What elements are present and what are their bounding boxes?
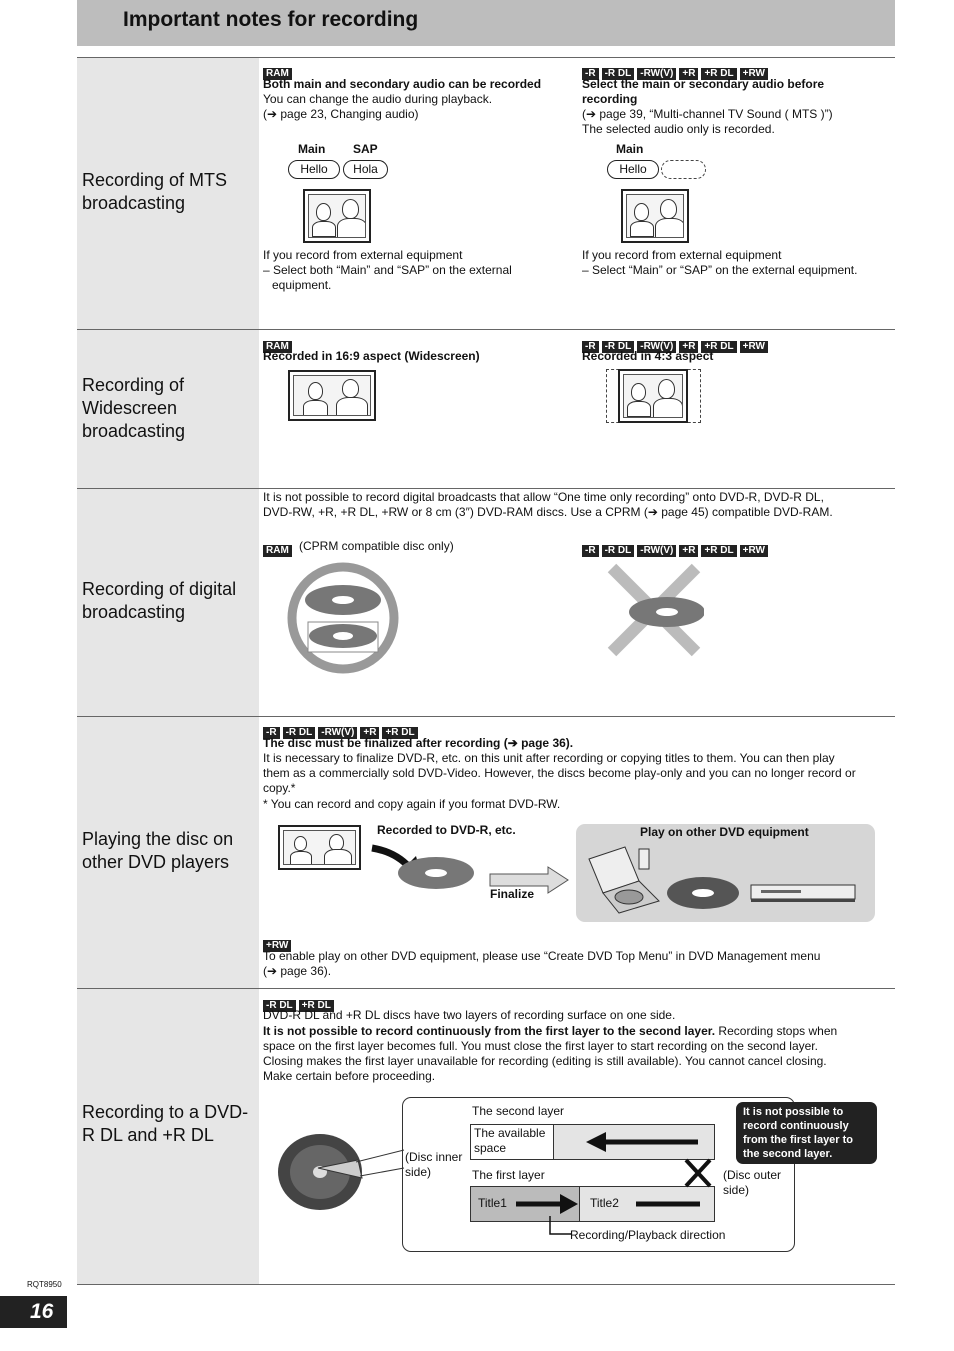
recorded-label: Recorded to DVD-R, etc.: [377, 823, 516, 837]
disc-badge: +R DL: [701, 341, 736, 353]
blocked-x-icon: [682, 1156, 714, 1190]
standard-tv-illustration: [618, 369, 688, 423]
disc-badge: -R: [582, 68, 599, 80]
disc-badge: +R: [360, 727, 379, 739]
inner-side-line1: (Disc inner: [405, 1150, 463, 1164]
disc-badge: -RW(V): [637, 68, 676, 80]
title2-arrow: [634, 1192, 704, 1216]
available-space-line1: The available: [474, 1126, 546, 1140]
dual-p2: [263, 1024, 837, 1039]
second-layer-label: The second layer: [472, 1104, 565, 1118]
available-space-line2: space: [474, 1141, 507, 1155]
callout-line: the second layer.: [743, 1148, 833, 1160]
disc-badge: +RW: [740, 545, 768, 557]
dual-p1: DVD-R DL and +R DL discs have two layers of recording surface on one side.: [263, 1008, 676, 1022]
disc-badge: +R DL: [382, 727, 417, 739]
page-number: 16: [0, 1296, 67, 1328]
disc-badge: RAM: [263, 341, 292, 353]
disc-badge: -RW(V): [318, 727, 357, 739]
digital-intro-line1: It is not possible to record digital broadcasts that allow “One time only recording” onto DVD-R, DVD-R DL,: [263, 490, 824, 504]
disc-badge: +R: [679, 545, 698, 557]
page-title: Important notes for recording: [123, 8, 419, 31]
disc-badge: +R: [679, 68, 698, 80]
disc-badge: RAM: [263, 68, 292, 80]
allowed-disc-icon: [286, 562, 400, 674]
disc-badge: -R: [582, 545, 599, 557]
divider: [77, 716, 895, 717]
rw-line1: To enable play on other DVD equipment, please use “Create DVD Top Menu” in DVD Management menu: [263, 949, 821, 963]
divider: [77, 488, 895, 489]
tv-illustration: [621, 189, 689, 243]
disc-badge: +R: [679, 341, 698, 353]
mts-right-line1: (➔ page 39, “Multi-channel TV Sound ( MTS )”): [582, 107, 833, 121]
tv-illustration: [278, 825, 361, 870]
playing-p4: * You can record and copy again if you format DVD-RW.: [263, 797, 561, 811]
divider: [77, 1284, 895, 1285]
disc-badge: -R DL: [602, 341, 635, 353]
inner-side-line2: side): [405, 1165, 432, 1179]
mts-left-ext3: equipment.: [272, 278, 332, 292]
speech-bubble-main: Hello: [607, 160, 659, 179]
widescreen-left-heading: Recorded in 16:9 aspect (Widescreen): [263, 349, 480, 363]
disc-badge: -RW(V): [637, 341, 676, 353]
disc-badge: -R: [582, 341, 599, 353]
disc-badge: -RW(V): [637, 545, 676, 557]
widescreen-tv-illustration: [288, 370, 376, 421]
widescreen-right-heading: Recorded in 4:3 aspect: [582, 349, 714, 363]
outer-side-line2: side): [723, 1183, 750, 1197]
disc-badge: -R: [263, 727, 280, 739]
mts-left-heading: Both main and secondary audio can be recorded: [263, 77, 542, 91]
disc-badge: -R DL: [263, 1000, 296, 1012]
mts-right-heading2: recording: [582, 92, 638, 106]
dvd-equipment-illustration: [585, 845, 870, 917]
playing-p1: It is necessary to finalize DVD-R, etc. on this unit after recording or copying titles to them. You can then play: [263, 751, 835, 765]
callout-line: record continuously: [743, 1120, 849, 1132]
speech-bubble-sap: Hola: [343, 160, 388, 179]
callout-line: It is not possible to: [743, 1106, 844, 1118]
disc-badge: -R DL: [602, 68, 635, 80]
main-audio-label: Main: [616, 142, 644, 156]
disc-badge: +RW: [263, 940, 291, 952]
digital-intro-line2: DVD-RW, +R, +R DL, +RW or 8 cm (3″) DVD-RAM discs. Use a CPRM (➔ page 45) compatible DVD-RAM.: [263, 505, 833, 519]
speech-bubble-empty: [661, 160, 706, 179]
section-label-digital: Recording of digital broadcasting: [82, 579, 237, 622]
title-bar: [77, 0, 895, 46]
title2-label: Title2: [590, 1196, 619, 1210]
document-code: RQT8950: [27, 1280, 62, 1289]
mts-left-ext2: – Select both “Main” and “SAP” on the external: [263, 263, 512, 277]
title1-arrow: [514, 1192, 582, 1216]
section-label-mts: Recording of MTS broadcasting: [82, 170, 228, 213]
second-layer-arrow: [584, 1130, 700, 1154]
section-label-playing: Playing the disc on other DVD players: [82, 829, 234, 872]
mts-right-ext2: – Select “Main” or “SAP” on the external equipment.: [582, 263, 858, 277]
disc-badge: +RW: [740, 68, 768, 80]
digital-left-badges: [263, 540, 295, 558]
record-to-disc-arrow: [366, 838, 478, 894]
disc-badge: -R DL: [283, 727, 316, 739]
disc-badge: +R DL: [701, 545, 736, 557]
divider: [77, 57, 895, 58]
disc-badge: +R DL: [701, 68, 736, 80]
digital-right-badges: [582, 540, 771, 558]
section-label-dual: Recording to a DVD-R DL and +R DL: [82, 1102, 249, 1145]
disc-badge: -R DL: [602, 545, 635, 557]
playing-p3: copy.*: [263, 781, 296, 795]
disc-badge: +RW: [740, 341, 768, 353]
dual-layer-disc-icon: [272, 1128, 407, 1214]
dual-p2-bold: It is not possible to record continuously from the first layer to the second layer.: [263, 1024, 716, 1038]
dual-p4: Closing makes the first layer unavailable for recording (editing is still available). You cannot cancel closing.: [263, 1054, 827, 1068]
dual-p3: space on the first layer becomes full. You must close the first layer to start recording on the second layer.: [263, 1039, 818, 1053]
playing-heading: The disc must be finalized after recording (➔ page 36).: [263, 736, 574, 750]
divider: [77, 988, 895, 989]
playing-p2: them as a commercially sold DVD-Video. However, the discs become play-only and you can no longer record or: [263, 766, 856, 780]
title1-label: Title1: [478, 1196, 507, 1210]
cprm-note: (CPRM compatible disc only): [299, 539, 454, 553]
prohibited-cross-icon: [604, 562, 704, 658]
main-audio-label: Main: [298, 142, 326, 156]
divider: [77, 329, 895, 330]
disc-badge: RAM: [263, 545, 292, 557]
mts-right-heading1: Select the main or secondary audio before: [582, 77, 825, 91]
play-other-label: Play on other DVD equipment: [640, 825, 809, 839]
dual-p5: Make certain before proceeding.: [263, 1069, 436, 1083]
mts-left-line2: (➔ page 23, Changing audio): [263, 107, 419, 121]
dual-p2-rest: Recording stops when: [715, 1024, 838, 1038]
direction-label: Recording/Playback direction: [570, 1228, 726, 1242]
section-label-widescreen: Recording of Widescreen broadcasting: [82, 375, 186, 441]
mts-left-line1: You can change the audio during playback.: [263, 92, 493, 106]
outer-side-line1: (Disc outer: [723, 1168, 782, 1182]
warning-callout-text: [743, 1105, 853, 1161]
mts-left-ext1: If you record from external equipment: [263, 248, 463, 262]
speech-bubble-main: Hello: [288, 160, 340, 179]
disc-badge: +R DL: [299, 1000, 334, 1012]
tv-illustration: [303, 189, 371, 243]
callout-line: from the first layer to: [743, 1134, 854, 1146]
sap-audio-label: SAP: [353, 142, 378, 156]
first-layer-label: The first layer: [472, 1168, 545, 1182]
rw-line2: (➔ page 36).: [263, 964, 332, 978]
mts-right-line2: The selected audio only is recorded.: [582, 122, 775, 136]
mts-right-ext1: If you record from external equipment: [582, 248, 782, 262]
finalize-label: Finalize: [490, 887, 535, 901]
